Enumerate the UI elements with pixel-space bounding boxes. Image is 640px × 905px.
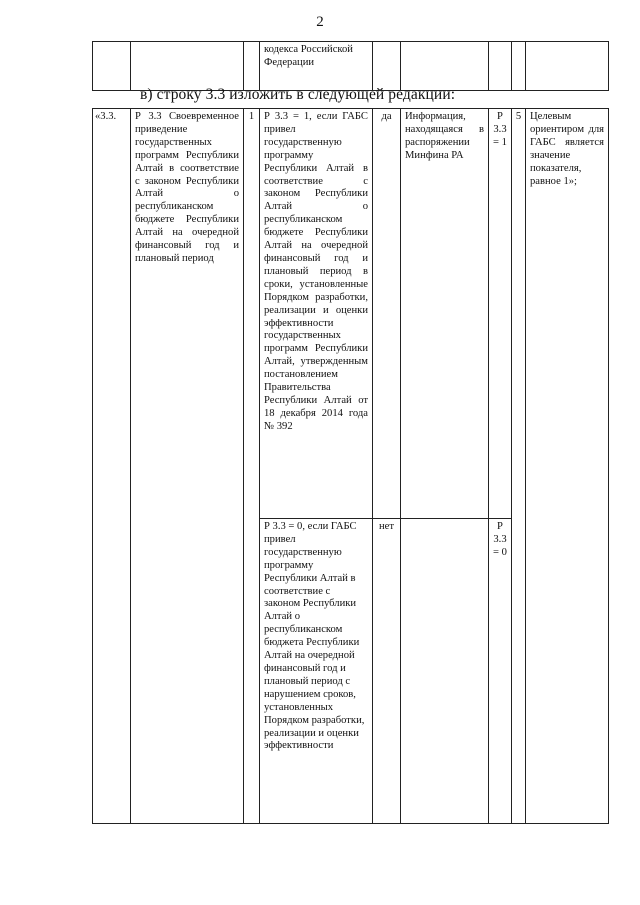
score-formula: Р 3.3 = 0 bbox=[489, 519, 512, 824]
cell-empty bbox=[244, 42, 260, 91]
answer-text: да bbox=[373, 109, 401, 519]
answer-text: нет bbox=[373, 519, 401, 824]
score-formula: Р 3.3 = 1 bbox=[489, 109, 512, 519]
cell-empty bbox=[131, 42, 244, 91]
page-number: 2 bbox=[316, 14, 324, 30]
weight-value: 1 bbox=[244, 109, 260, 824]
target-note: Целевым ориентиром для ГАБС является значение показателя, равное 1»; bbox=[526, 109, 609, 824]
cell-empty bbox=[373, 42, 401, 91]
row-3-3-table bbox=[92, 108, 609, 824]
cell-empty bbox=[512, 42, 526, 91]
previous-row-text: кодекса Российской Федерации bbox=[260, 42, 373, 91]
cell-empty bbox=[401, 519, 489, 824]
cell-empty bbox=[526, 42, 609, 91]
cell-empty bbox=[93, 42, 131, 91]
row-number: «3.3. bbox=[93, 109, 131, 824]
condition-text: Р 3.3 = 0, если ГАБС привел государственную программу Республики Алтай в соответствие с законом Республики Алтай о республиканском бюджета Республики Алтай на очередной финансовый год и плановый период с нарушением сроков, установленных Порядком разработки, реализации и оценки эффективности bbox=[260, 519, 373, 824]
condition-text: Р 3.3 = 1, если ГАБС привел государственную программу Республики Алтай в соответствие с законом Республики Алтай о республиканском бюджете Республики Алтай на очередной финансовый год и плановый период в сроки, установленные Порядком разработки, реализации и оценки эффективности государственных программ Республики Алтай, утвержденным постановлением Правительства Республики Алтай от 18 декабря 2014 года № 392 bbox=[260, 109, 373, 519]
cell-empty bbox=[489, 42, 512, 91]
table-row bbox=[93, 109, 609, 519]
previous-table-row bbox=[93, 42, 609, 91]
instruction-heading: в) строку 3.3 изложить в следующей редакции: bbox=[140, 86, 456, 103]
max-score: 5 bbox=[512, 109, 526, 824]
indicator-name: Р 3.3 Своевременное приведение государственных программ Республики Алтай в соответствие с законом Республики Алтай о республиканском бюджете Республики Алтай на очередной финансовый год и плановый период bbox=[131, 109, 244, 824]
previous-row-table bbox=[92, 41, 609, 91]
source-text: Информация, находящаяся в распоряжении Минфина РА bbox=[401, 109, 489, 519]
cell-empty bbox=[401, 42, 489, 91]
